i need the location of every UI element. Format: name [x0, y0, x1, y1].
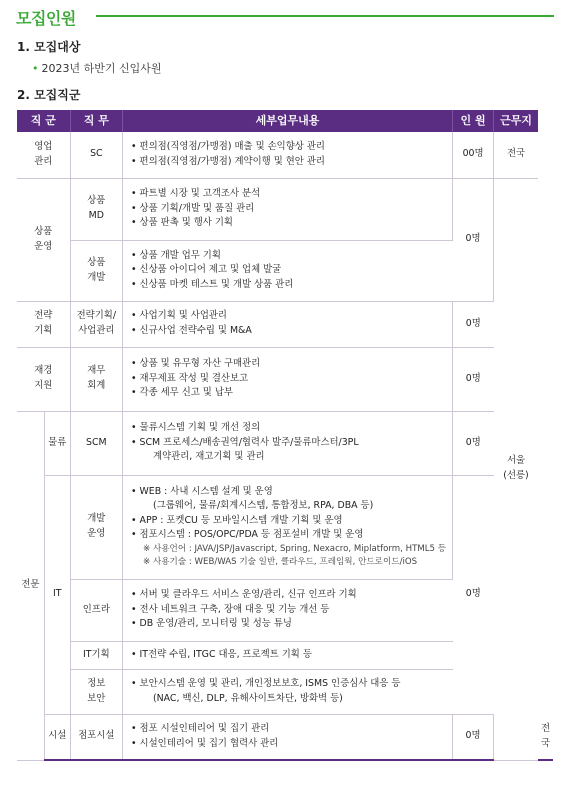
desc-note: ※ 사용기술 : WEB/WAS 기술 일반, 클라우드, 프레임웍, 안드로이드/iOS — [143, 557, 418, 568]
desc-line: (그룹웨어, 물류/회계시스템, 통합정보, RPA, DBA 등) — [153, 500, 374, 512]
desc-cell — [123, 669, 453, 714]
table-row — [17, 347, 553, 411]
desc-line: • 신상품 아이디어 제고 및 업체 발굴 — [131, 264, 282, 276]
desc-cell — [123, 347, 453, 411]
count-cell: 0명 — [453, 411, 494, 475]
table-row — [17, 714, 553, 760]
count-cell: 0명 — [453, 347, 494, 411]
table-row — [17, 178, 553, 240]
bullet-dot-icon: • — [32, 62, 39, 75]
table-row — [17, 475, 553, 579]
desc-line: (NAC, 백신, DLP, 유해사이트차단, 방화벽 등) — [153, 692, 343, 704]
desc-line: • WEB : 사내 시스템 설계 및 운영 — [131, 485, 273, 497]
col-header-group: 직 군 — [17, 110, 70, 132]
desc-line: • 사업기획 및 사업관리 — [131, 310, 227, 322]
section1-item — [32, 60, 162, 76]
desc-line: • 점포 시설인테리어 및 집기 관리 — [131, 723, 270, 735]
desc-line: • 신상품 마켓 테스트 및 개발 상품 관리 — [131, 278, 294, 290]
desc-line: • IT전략 수립, ITGC 대응, 프로젝트 기획 등 — [131, 648, 312, 660]
desc-cell — [123, 411, 453, 475]
desc-cell — [123, 579, 453, 641]
desc-line: • 편의점(직영점/가맹점) 계약이행 및 현안 관리 — [131, 155, 325, 167]
header-rule — [96, 15, 554, 17]
location-cell: 서울 (선릉) — [494, 178, 538, 760]
count-cell: 0명 — [453, 301, 494, 347]
desc-line: • 파트별 시장 및 고객조사 분석 — [131, 188, 261, 200]
job-cell: 전략기획/ 사업관리 — [70, 301, 122, 347]
section2-heading: 2. 모집직군 — [17, 88, 81, 102]
group-cell: 전략 기획 — [17, 301, 70, 347]
location-cell: 전국 — [494, 132, 538, 178]
job-cell: SC — [70, 132, 122, 178]
job-cell: 정보 보안 — [70, 669, 122, 714]
count-cell: 00명 — [453, 132, 494, 178]
count-cell: 0명 — [453, 178, 494, 301]
table-row — [17, 411, 553, 475]
table-row — [17, 301, 553, 347]
group-cell: 전문 — [17, 411, 44, 760]
desc-cell — [123, 641, 453, 669]
section1-heading: 1. 모집대상 — [17, 40, 81, 54]
count-cell: 0명 — [453, 714, 494, 760]
job-cell: 개발 운영 — [70, 475, 122, 579]
subgroup-cell: 시설 — [44, 714, 70, 760]
table-header-row — [17, 110, 553, 132]
desc-line: • 편의점(직영점/가맹점) 매출 및 손익향상 관리 — [131, 141, 325, 153]
table-row — [17, 132, 553, 178]
group-cell: 재경 지원 — [17, 347, 70, 411]
col-header-job: 직 무 — [70, 110, 122, 132]
subgroup-cell: 물류 — [44, 411, 70, 475]
desc-cell — [123, 132, 453, 178]
job-cell: 재무 회계 — [70, 347, 122, 411]
section-header — [0, 0, 576, 26]
desc-line: • 시설인테리어 및 집기 협력사 관리 — [131, 737, 279, 749]
desc-line: • 상품 개발 업무 기획 — [131, 249, 221, 261]
col-header-location: 근무지 — [494, 110, 538, 132]
page-title: 모집인원 — [16, 9, 76, 28]
group-cell: 영업 관리 — [17, 132, 70, 178]
job-cell: IT기획 — [70, 641, 122, 669]
desc-line: • 상품 및 유무형 자산 구매관리 — [131, 358, 261, 370]
desc-note: ※ 사용언어 : JAVA/JSP/Javascript, Spring, Nexacro, Miplatform, HTML5 등 — [143, 543, 447, 554]
desc-line: • 전사 네트워크 구축, 장애 대응 및 기능 개선 등 — [131, 603, 330, 615]
job-cell: SCM — [70, 411, 122, 475]
desc-cell — [123, 475, 453, 579]
desc-line: • 각종 세무 신고 및 납부 — [131, 387, 233, 399]
desc-line: • DB 운영/관리, 모니터링 및 성능 튜닝 — [131, 618, 292, 630]
subgroup-cell: IT — [44, 475, 70, 714]
desc-cell — [123, 301, 453, 347]
desc-line: • 서버 및 클라우드 서비스 운영/관리, 신규 인프라 기획 — [131, 589, 357, 601]
count-cell: 0명 — [453, 475, 494, 714]
recruitment-table — [17, 110, 553, 761]
desc-line: • APP : 포켓CU 등 모바일시스템 개발 기획 및 운영 — [131, 514, 343, 526]
desc-line: • 점포시스템 : POS/OPC/PDA 등 점포설비 개발 및 운영 — [131, 529, 364, 541]
desc-cell — [123, 178, 453, 240]
col-header-count: 인 원 — [453, 110, 494, 132]
desc-line: 계약관리, 재고기획 및 관리 — [153, 451, 265, 463]
desc-line: • 상품 판촉 및 행사 기획 — [131, 217, 233, 229]
col-header-desc: 세부업무내용 — [123, 110, 453, 132]
location-cell: 전국 — [538, 714, 553, 760]
group-cell: 상품 운영 — [17, 178, 70, 301]
desc-cell — [123, 240, 453, 301]
section1-item-text: 2023년 하반기 신입사원 — [41, 62, 162, 75]
job-cell: 인프라 — [70, 579, 122, 641]
job-cell: 상품 개발 — [70, 240, 122, 301]
desc-cell — [123, 714, 453, 760]
desc-line: • 상품 기획/개발 및 품질 관리 — [131, 202, 255, 214]
desc-line: • 보안시스템 운영 및 관리, 개인정보보호, ISMS 인증심사 대응 등 — [131, 677, 401, 689]
desc-line: • 신규사업 전략수립 및 M&A — [131, 325, 252, 336]
desc-line: • 재무제표 작성 및 결산보고 — [131, 372, 249, 384]
desc-line: • 물류시스템 기획 및 개선 정의 — [131, 422, 261, 434]
desc-line: • SCM 프로세스/배송권역/협력사 발주/물류마스터/3PL — [131, 436, 359, 448]
job-cell: 상품 MD — [70, 178, 122, 240]
job-cell: 점포시설 — [70, 714, 122, 760]
